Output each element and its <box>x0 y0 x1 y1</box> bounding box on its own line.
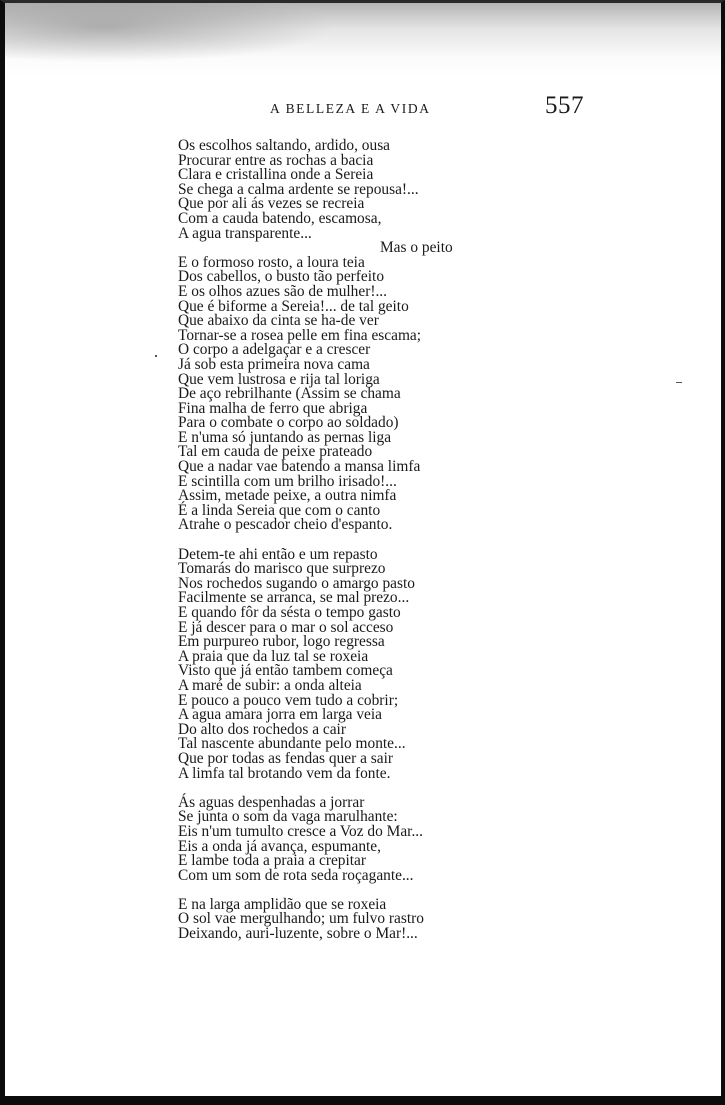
verse-line: E lambe toda a praia a crepitar <box>178 852 367 870</box>
verse-line: A maré de subir: a onda alteia <box>178 676 362 694</box>
verse-line: Os escolhos saltando, ardido, ousa <box>178 137 391 154</box>
verse-line: Que é biforme a Sereia!... de tal geito <box>178 297 409 315</box>
verse-line: Com um som de rota seda roçagante... <box>178 866 414 884</box>
verse-line: Em purpureo rubor, logo regressa <box>178 633 385 651</box>
verse-line: Ás aguas despenhadas a jorrar <box>178 793 365 811</box>
verse-line: Atrahe o pescador cheio d'espanto. <box>178 516 393 534</box>
poem <box>178 139 478 942</box>
verse-line: A agua amara jorra em larga veia <box>178 706 382 724</box>
verse-line: O sol vae mergulhando; um fulvo rastro <box>178 910 424 928</box>
verse-line: E scintilla com um brilho irisado!... <box>178 472 397 490</box>
verse-line: Que por todas as fendas quer a sair <box>178 749 393 767</box>
verse-line: Com a cauda batendo, escamosa, <box>178 209 382 227</box>
verse-line: A agua transparente... <box>178 224 312 242</box>
verse-line: Tal em cauda de peixe prateado <box>178 443 373 461</box>
verse-line: A praia que da luz tal se roxeia <box>178 647 369 665</box>
verse-line: E quando fôr da sésta o tempo gasto <box>178 604 401 621</box>
verse-line: Deixando, auri-luzente, sobre o Mar!... <box>178 925 418 943</box>
verse-line: Se junta o som da vaga marulhante: <box>178 808 398 826</box>
verse-line: E n'uma só juntando as pernas liga <box>178 428 392 446</box>
verse-line: Eis a onda já avança, espumante, <box>178 837 381 855</box>
verse-line: Que abaixo da cinta se ha-de ver <box>178 312 379 330</box>
verse-line: Eis n'um tumulto cresce a Voz do Mar... <box>178 822 423 840</box>
verse-line: Que vem lustrosa e rija tal loriga <box>178 370 380 388</box>
verse-line-indented: Mas o peito <box>380 239 453 257</box>
verse-line: Fina malha de ferro que abriga <box>178 399 368 417</box>
verse-line: Dos cabellos, o busto tão perfeito <box>178 268 385 286</box>
verse-line: Que por ali ás vezes se recreia <box>178 195 365 213</box>
verse-line: De aço rebrilhante (Assim se chama <box>178 385 401 403</box>
verse-line: A limfa tal brotando vem da fonte. <box>178 764 391 782</box>
verse-line: Visto que já então tambem começa <box>178 662 393 680</box>
verse-line: Facilmente se arranca, se mal prezo... <box>178 589 410 607</box>
verse-line: Tomarás do marisco que surprezo <box>178 560 386 578</box>
page-number: 557 <box>545 92 584 119</box>
running-head: A BELLEZA E A VIDA <box>270 101 431 116</box>
verse-line: Detem-te ahi então e um repasto <box>178 545 378 563</box>
verse-line: E pouco a pouco vem tudo a cobrir; <box>178 691 399 709</box>
verse-line: E o formoso rosto, a loura teia <box>178 253 365 271</box>
stanza-1 <box>178 139 478 533</box>
verse-line: Já sob esta primeira nova cama <box>178 355 370 373</box>
stanza-4 <box>178 895 478 943</box>
stanza-3 <box>178 793 478 884</box>
verse-line: Clara e cristallina onde a Sereia <box>178 166 374 184</box>
verse-line: E os olhos azues são de mulher!... <box>178 282 388 300</box>
verse-line: Se chega a calma ardente se repousa!... <box>178 180 419 198</box>
verse-line: Assim, metade peixe, a outra nimfa <box>178 487 397 505</box>
stanza-2 <box>178 545 478 782</box>
verse-line: É a linda Sereia que com o canto <box>178 501 381 519</box>
verse-line: O corpo a adelgaçar e a crescer <box>178 341 371 359</box>
verse-line: Procurar entre as rochas a bacia <box>178 151 374 169</box>
scan-shadow-left <box>5 3 335 63</box>
verse-line: Que a nadar vae batendo a mansa limfa <box>178 458 421 476</box>
verse-line: E na larga amplidão que se roxeia <box>178 895 387 913</box>
verse-line: Tornar-se a rosea pelle em fina escama; <box>178 326 422 344</box>
margin-speck <box>155 355 157 357</box>
verse-line: E já descer para o mar o sol acceso <box>178 618 394 636</box>
verse-line: Nos rochedos sugando o amargo pasto <box>178 574 415 592</box>
verse-line: Tal nascente abundante pelo monte... <box>178 735 406 753</box>
verse-line: Para o combate o corpo ao soldado) <box>178 414 399 432</box>
verse-line: Do alto dos rochedos a cair <box>178 720 346 738</box>
margin-mark <box>676 382 682 383</box>
